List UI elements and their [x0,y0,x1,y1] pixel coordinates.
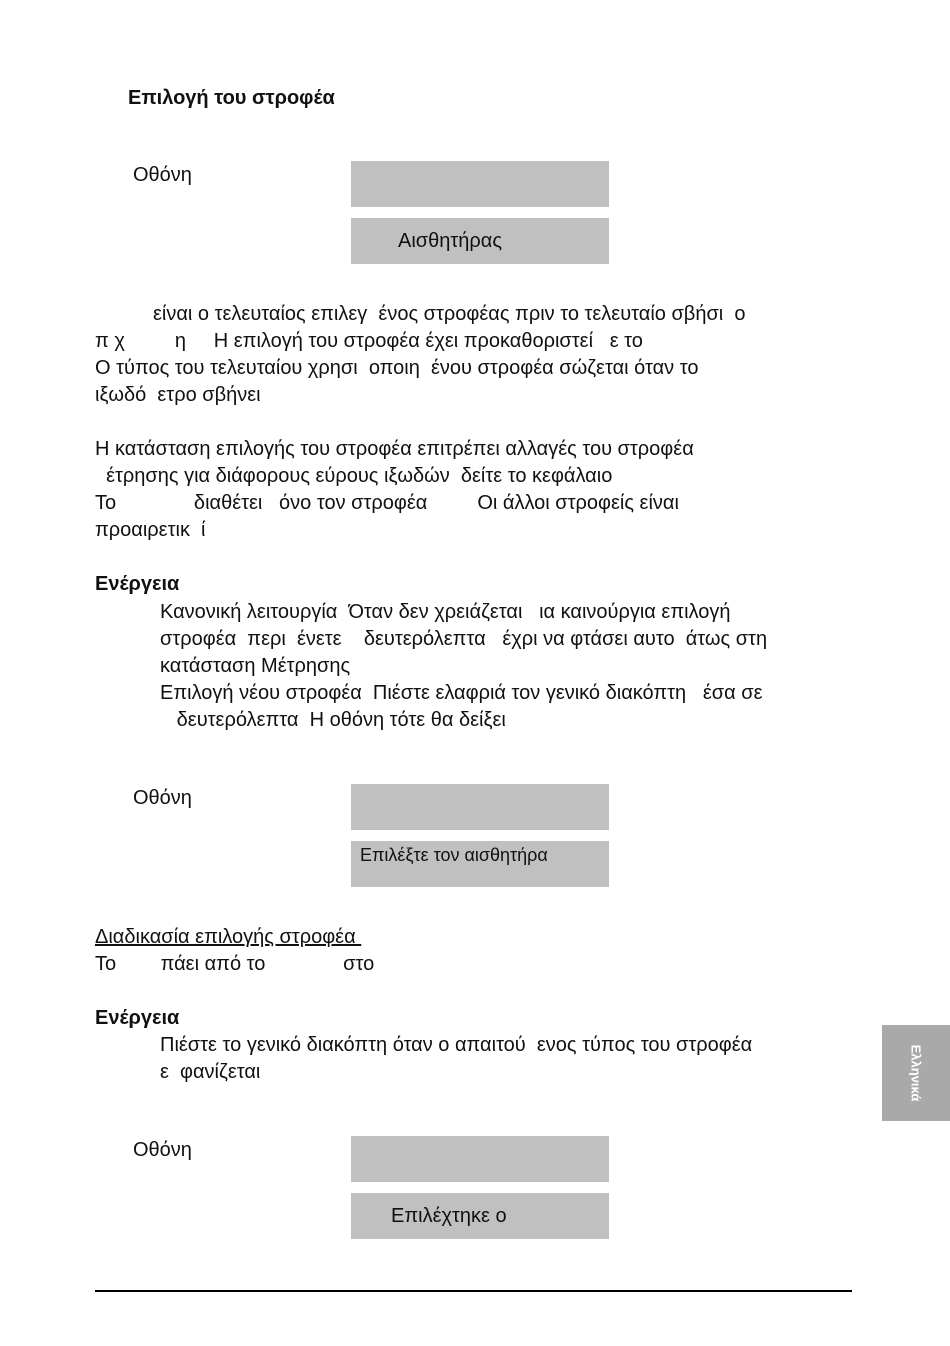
action-line: στροφέα περι ένετε δευτερόλεπτα έχρι να φτάσει αυτο άτως στη [160,628,768,650]
paragraph1-line: Ο τύπος του τελευταίου χρησι οποιη ένου στροφέα σώζεται όταν το [95,357,699,379]
display-line2 [351,841,609,887]
language-side-tab [882,1025,950,1121]
display-line1 [351,161,609,207]
footer-rule [95,1290,852,1292]
action-line: ε φανίζεται [160,1061,261,1083]
section-heading: Επιλογή του στροφέα [128,87,335,109]
display-label: Οθόνη [133,787,192,809]
display-line1 [351,784,609,830]
display-line1 [351,1136,609,1182]
display-line2 [351,1193,609,1239]
display-line2-text: Επιλέχτηκε ο [391,1205,507,1227]
paragraph2-line: Το διαθέτει όνο τον στροφέα Οι άλλοι στροφείς είναι [95,492,679,514]
paragraph1-line: ιξωδό ετρο σβήνει [95,384,261,406]
action-line: Πιέστε το γενικό διακόπτη όταν ο απαιτού ενος τύπος του στροφέα [160,1034,753,1056]
action-heading: Ενέργεια [95,573,180,595]
paragraph2-line: έτρησης για διάφορους εύρους ιξωδών δείτε το κεφάλαιο [95,465,613,487]
paragraph2-line: Η κατάσταση επιλογής του στροφέα επιτρέπει αλλαγές του στροφέα [95,438,694,460]
paragraph2-line: προαιρετικ ί [95,519,206,541]
display-label: Οθόνη [133,1139,192,1161]
action-line: κατάσταση Μέτρησης [160,655,351,677]
paragraph1-line: είναι ο τελευταίος επιλεγ ένος στροφέας πριν το τελευταίο σβήσι ο [153,303,746,325]
display-line2-text: Επιλέξτε τον αισθητήρα [360,845,548,865]
action-line: Επιλογή νέου στροφέα Πιέστε ελαφριά τον γενικό διακόπτη έσα σε [160,682,763,704]
procedure-heading: Διαδικασία επιλογής στροφέα [95,926,362,948]
display-line2-text: Αισθητήρας [398,230,502,252]
action-line: Κανονική λειτουργία Όταν δεν χρειάζεται ια καινούργια επιλογή [160,601,731,623]
display-line2 [351,218,609,264]
action-heading: Ενέργεια [95,1007,180,1029]
language-side-tab-label: Ελληνικά [908,1044,924,1102]
action-line: δευτερόλεπτα Η οθόνη τότε θα δείξει [160,709,506,731]
display-label: Οθόνη [133,164,192,186]
procedure-text: Το πάει από το στο [95,953,375,975]
paragraph1-line: π χ η Η επιλογή του στροφέα έχει προκαθοριστεί ε το [95,330,643,352]
